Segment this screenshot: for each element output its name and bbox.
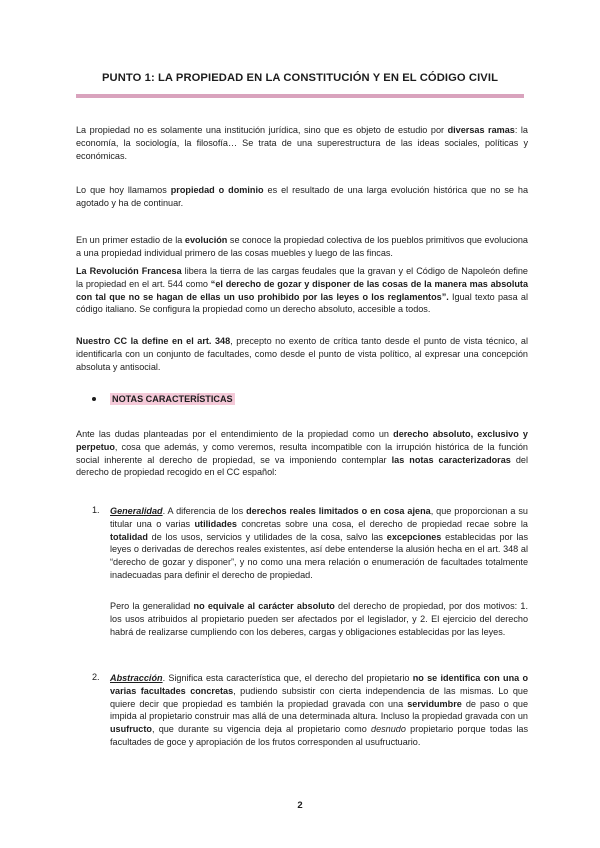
text: libera la tierra de las cargas feudales que la gravan y el Código de Napoleón define la propiedad en el art. 544 como: [76, 266, 528, 289]
page-number: 2: [297, 800, 303, 811]
text: de paso o que impida al propietario construir mas allá de una determinada altura. Incluso la propiedad gravada con un: [110, 698, 529, 722]
text: En un primer estadio de la: [76, 235, 185, 245]
text: Pero la generalidad: [110, 601, 194, 611]
bold-text: las notas caracterizadoras: [391, 454, 511, 465]
list-number: 1.: [92, 505, 100, 515]
paragraph-cc: [76, 335, 528, 373]
list-item-abstraccion: [110, 672, 528, 749]
bold-text: utilidades: [194, 518, 237, 529]
highlighted-heading: NOTAS CARACTERÍSTICAS: [112, 394, 233, 404]
text: . A diferencia de los: [162, 506, 247, 516]
list-item-generalidad: [110, 505, 528, 582]
paragraph-dominio: [76, 184, 528, 210]
text: , pudiendo subsistir con cierta independencia de las mismas. Lo que quiere decir que propiedad es también la propiedad gravada con una: [110, 685, 528, 709]
italic-text: desnudo: [371, 724, 406, 735]
paragraph-evolucion: [76, 234, 528, 260]
text: propietario porque todas las facultades de goce y apropiación de los frutos corresponden al usufructuario.: [110, 724, 529, 747]
text: se conoce la propiedad colectiva de los pueblos primitivos que evoluciona a una propiedad individual primero de las cosas muebles y luego de las fincas.: [76, 235, 528, 258]
text: Igual texto pasa al código italiano. Se configura la propiedad como un derecho absoluto, accesible a todos.: [76, 291, 528, 315]
text: , precepto no exento de crítica tanto desde el punto de vista técnico, al identificarla con un conjunto de facultades, como desde el punto de vista político, al expresar una concepción absoluta y antisocial.: [76, 336, 528, 372]
section-heading: [92, 394, 235, 404]
text: , que proporcionan a su titular una o varias: [110, 506, 528, 529]
text: es el resultado de una larga evolución histórica que no se ha agotado y ha de continuar.: [76, 185, 529, 208]
text: , cosa que además, y como veremos, resulta incompatible con la irrupción histórica de la función social inherente al derecho de propiedad, se va imponiendo contemplar: [76, 441, 528, 465]
bold-text: Nuestro CC la define en el art. 348: [76, 336, 231, 346]
bold-text: no se identifica con una o varias facultades concretas: [110, 673, 528, 696]
bold-text: diversas ramas: [447, 125, 515, 135]
page-title: PUNTO 1: LA PROPIEDAD EN LA CONSTITUCIÓN Y EN EL CÓDIGO CIVIL: [101, 72, 499, 84]
bold-text: La Revolución Francesa: [76, 266, 182, 276]
paragraph-revolucion: [76, 265, 528, 316]
term: Abstracción: [110, 673, 163, 683]
paragraph-intro: [76, 124, 528, 162]
bold-text: evolución: [184, 235, 228, 245]
text: : la economía, la sociología, la filosofía… Se trata de una superestructura de las ideas sociales, políticas y económicas.: [76, 125, 528, 161]
text: Lo que hoy llamamos: [76, 185, 171, 195]
bold-text: servidumbre: [407, 698, 462, 709]
text: concretas sobre una cosa, el derecho de propiedad recae sobre la: [236, 518, 528, 529]
paragraph-notas: [76, 428, 528, 479]
text: . Significa esta característica que, el derecho del propietario: [162, 673, 413, 683]
text: establecidas por las leyes o derivadas de derechos reales existentes, así debe entenderse la alusión hecha en el art. 348 al “derecho de gozar y disponer”, y no como una mera relación o enumeración de facultades totalmente inadecuadas para definir el derecho de propiedad.: [110, 531, 528, 580]
bold-text: totalidad: [110, 531, 148, 542]
bold-text: no equivale al carácter absoluto: [193, 601, 335, 611]
text: de los usos, servicios y utilidades de la cosa, salvo las: [147, 531, 387, 542]
text: , que durante su vigencia deja al propietario como: [151, 724, 372, 735]
text: La propiedad no es solamente una institución jurídica, sino que es objeto de estudio por: [76, 125, 448, 135]
term: Generalidad: [110, 506, 163, 516]
text: del derecho de propiedad, por dos motivos: 1. los usos atribuidos al propietario pueden ser afectados por el legislador, y 2. El ejercicio del derecho habrá de realizarse cumpliendo con los deberes, cargas y obligaciones establecidas por las leyes.: [110, 601, 528, 637]
list-item-generalidad-cont: [110, 600, 528, 638]
text: Ante las dudas planteadas por el entendimiento de la propiedad como un: [76, 429, 394, 439]
bold-text: usufructo: [110, 724, 152, 735]
text: del derecho de propiedad recogido en el CC español:: [76, 454, 528, 478]
bullet-icon: [92, 397, 96, 401]
bold-text: excepciones: [386, 531, 442, 542]
title-underline: [76, 94, 524, 98]
bold-text: derechos reales limitados o en cosa ajena: [246, 506, 431, 516]
bold-text: propiedad o dominio: [170, 185, 264, 195]
list-number: 2.: [92, 672, 100, 682]
bold-text: derecho absoluto, exclusivo y perpetuo: [76, 429, 528, 452]
bold-text: “el derecho de gozar y disponer de las cosas de la manera mas absoluta con tal que no se hagan de ellas un uso prohibido por las leyes o los reglamentos”.: [76, 278, 528, 302]
